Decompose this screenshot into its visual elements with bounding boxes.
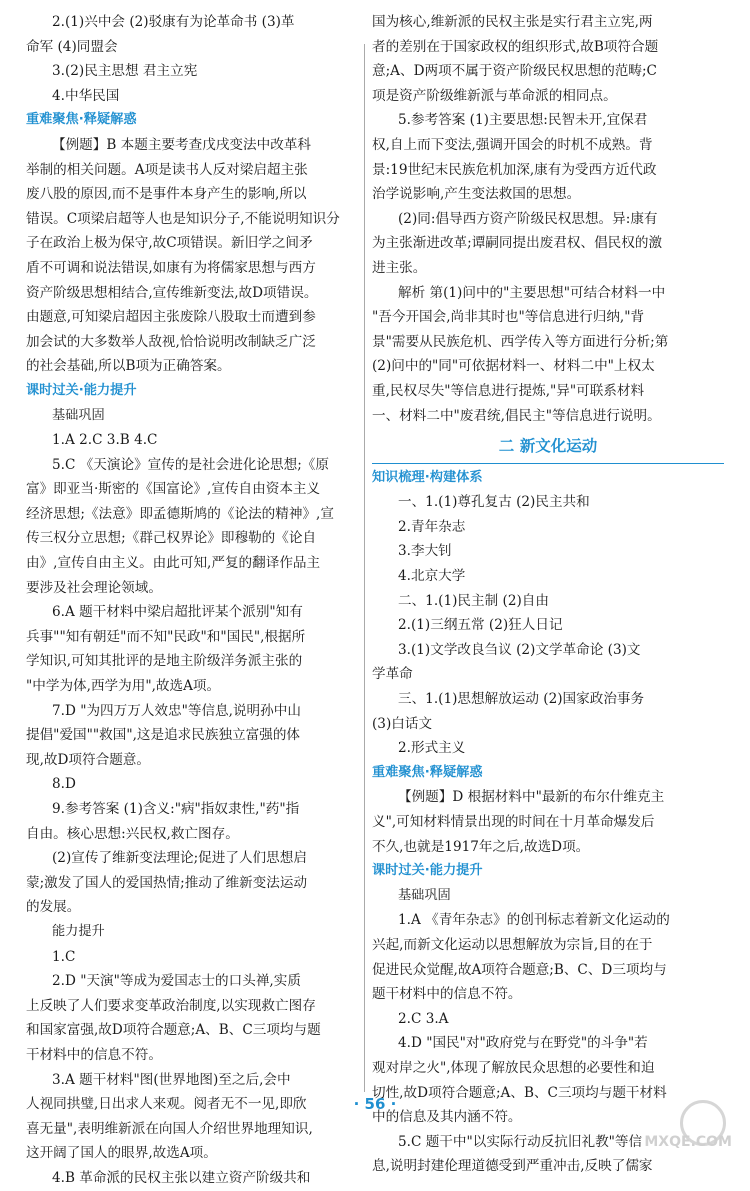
text-line: 二、1.(1)民主制 (2)自由: [398, 592, 549, 609]
text-line: (2)宣传了维新变法理论;促进了人们思想启: [52, 850, 307, 867]
text-line: (3)白话文: [372, 715, 433, 732]
text-line: 能力提升: [52, 923, 105, 939]
watermark: [592, 1100, 732, 1150]
text-line: 1.A 《青年杂志》的创刊标志着新文化运动的: [398, 912, 670, 929]
text-line: 资产阶级思想相结合,宣传维新变法,故D项错误。: [26, 284, 318, 301]
text-line: 项是资产阶级维新派与革命派的相同点。: [372, 87, 617, 104]
section-heading: 重难聚焦·释疑解惑: [26, 112, 137, 128]
text-line: 传三权分立思想;《群己权界论》即穆勒的《论自: [26, 530, 317, 547]
text-line: 观对岸之火",体现了解放民众思想的必要性和迫: [372, 1059, 655, 1076]
text-line: 8.D: [52, 776, 76, 793]
text-line: 一、材料二中"废君统,倡民主"等信息进行说明。: [372, 407, 661, 424]
text-line: (2)同:倡导西方资产阶级民权思想。异:康有: [398, 210, 658, 227]
text-line: 者的差别在于国家政权的组织形式,故B项符合题: [372, 38, 659, 55]
text-line: 由》,宣传自由主义。由此可知,严复的翻译作品主: [26, 555, 321, 572]
text-line: 景:19世纪末民族危机加深,康有为受西方近代政: [372, 161, 657, 178]
text-line: 1.C: [52, 948, 76, 965]
text-line: 权,自上而下变法,强调开国会的时机不成熟。背: [372, 136, 653, 153]
text-line: 5.C 《天演论》宣传的是社会进化论思想;《原: [52, 456, 329, 473]
text-line: 不久,也就是1917年之后,故选D项。: [372, 838, 590, 855]
text-line: 3.A 题干材料"图(世界地图)至之后,会中: [52, 1071, 291, 1088]
text-line: 废八股的原因,而不是事件本身产生的影响,所以: [26, 186, 307, 203]
text-line: 的社会基础,所以B项为正确答案。: [26, 358, 231, 375]
text-line: 重,民权尽失"等信息进行提炼,"异"可联系材料: [372, 382, 645, 399]
text-line: 干材料中的信息不符。: [26, 1046, 162, 1063]
text-line: 自由。核心思想:兴民权,救亡图存。: [26, 825, 239, 842]
text-line: 加会试的大多数举人敌视,恰恰说明改制缺乏广泛: [26, 333, 316, 350]
section-heading: 课时过关·能力提升: [372, 863, 483, 879]
text-line: 2.(1)兴中会 (2)驳康有为论革命书 (3)革: [52, 14, 295, 30]
text-line: 3.李大钊: [398, 543, 452, 560]
column-divider: [364, 44, 365, 1092]
right-column: [372, 10, 724, 1179]
text-line: 学知识,可知其批评的是地主阶级洋务派主张的: [26, 653, 303, 670]
text-line: 1.A 2.C 3.B 4.C: [52, 432, 158, 449]
text-line: 基础巩固: [398, 887, 451, 903]
text-line: 蒙;激发了国人的爱国热情;推动了维新变法运动: [26, 874, 308, 891]
text-line: 7.D "为四万万人效忠"等信息,说明孙中山: [52, 702, 301, 719]
text-line: 兴起,而新文化运动以思想解放为宗旨,目的在于: [372, 936, 653, 953]
text-line: 国为核心,维新派的民权主张是实行君主立宪,两: [372, 14, 653, 30]
text-line: 2.青年杂志: [398, 518, 466, 535]
text-line: 为主张渐进改革;谭嗣同提出废君权、倡民权的激: [372, 235, 663, 252]
text-line: 一、1.(1)尊孔复古 (2)民主共和: [398, 494, 590, 511]
text-line: 喜无量",表明维新派在向国人介绍世界地理知识,: [26, 1120, 313, 1137]
text-line: 4.中华民国: [52, 87, 120, 104]
section-heading: 知识梳理·构建体系: [372, 469, 483, 485]
text-line: 息,说明封建伦理道德受到严重冲击,反映了儒家: [372, 1158, 653, 1175]
chapter-title: 二 新文化运动: [372, 434, 724, 464]
text-line: 6.A 题干材料中梁启超批评某个派别"知有: [52, 604, 303, 621]
text-line: 学革命: [372, 666, 413, 683]
text-line: 现,故D项符合题意。: [26, 751, 150, 768]
text-line: 【例题】D 根据材料中"最新的布尔什维克主: [398, 789, 665, 806]
section-heading: 课时过关·能力提升: [26, 382, 137, 398]
text-line: 3.(1)文学改良刍议 (2)文学革命论 (3)文: [398, 641, 641, 658]
text-line: 上反映了人们要求变革政治制度,以实现救亡图存: [26, 997, 316, 1014]
text-line: 意;A、D两项不属于资产阶级民权思想的范畴;C: [372, 63, 657, 80]
text-line: 促进民众觉醒,故A项符合题意;B、C、D三项均与: [372, 961, 667, 978]
text-line: 经济思想;《法意》即孟德斯鸠的《论法的精神》,宣: [26, 505, 334, 522]
text-line: 的发展。: [26, 899, 81, 916]
text-line: "吾今开国会,尚非其时也"等信息进行归纳,"背: [372, 309, 645, 326]
text-line: 举制的相关问题。A项是读书人反对梁启超主张: [26, 161, 308, 178]
text-line: 要涉及社会理论领域。: [26, 579, 162, 596]
text-line: 基础巩固: [52, 407, 105, 423]
text-line: 题干材料中的信息不符。: [372, 986, 522, 1003]
text-line: 中的信息及其内涵不符。: [372, 1109, 522, 1126]
text-line: 切性,故D项符合题意;A、B、C三项均与题干材料: [372, 1084, 667, 1101]
text-line: "中学为体,西学为用",故选A项。: [26, 678, 221, 695]
watermark-text: MXQE.COM: [644, 1134, 732, 1150]
text-line: 2.形式主义: [398, 740, 466, 757]
text-line: 人视同拱璧,日出求人来观。阅者无不一见,即欣: [26, 1096, 307, 1113]
text-line: 义",可知材料情景出现的时间在十月革命爆发后: [372, 814, 655, 830]
text-line: 2.C 3.A: [398, 1010, 449, 1027]
text-line: 由题意,可知梁启超因主张废除八股取士而遭到参: [26, 309, 316, 326]
text-line: 这开阔了国人的眼界,故选A项。: [26, 1145, 217, 1162]
text-line: 和国家富强,故D项符合题意;A、B、C三项均与题: [26, 1022, 321, 1039]
text-line: 富》即亚当·斯密的《国富论》,宣传自由资本主义: [26, 481, 321, 498]
text-line: 命军 (4)同盟会: [26, 38, 118, 55]
text-line: (2)问中的"同"可依据材料一、材料二中"上权太: [372, 358, 655, 375]
text-line: 三、1.(1)思想解放运动 (2)国家政治事务: [398, 691, 645, 708]
text-line: 错误。C项梁启超等人也是知识分子,不能说明知识分: [26, 210, 340, 227]
text-line: 景"需要从民族危机、西学传入等方面进行分析;第: [372, 333, 669, 350]
text-line: 3.(2)民主思想 君主立宪: [52, 63, 198, 80]
text-line: 盾不可调和说法错误,如康有为将儒家思想与西方: [26, 259, 316, 276]
text-line: 兵事""知有朝廷"而不知"民政"和"国民",根据所: [26, 628, 306, 645]
text-line: 4.D "国民"对"政府党与在野党"的斗争"若: [398, 1035, 648, 1052]
text-line: 进主张。: [372, 259, 427, 276]
text-line: 5.C 题干中"以实际行动反抗旧礼教"等信: [398, 1133, 643, 1150]
text-line: 2.(1)三纲五常 (2)狂人日记: [398, 617, 563, 634]
left-column: [26, 10, 358, 1191]
text-line: 4.北京大学: [398, 568, 466, 585]
text-line: 9.参考答案 (1)含义:"病"指奴隶性,"药"指: [52, 801, 300, 817]
text-line: 【例题】B 本题主要考查戊戌变法中改革科: [52, 136, 311, 153]
section-heading: 重难聚焦·释疑解惑: [372, 764, 483, 780]
text-line: 子在政治上极为保守,故C项错误。新旧学之间矛: [26, 235, 313, 252]
text-line: 提倡"爱国""救国",这是追求民族独立富强的体: [26, 727, 301, 744]
text-line: 4.B 革命派的民权主张以建立资产阶级共和: [52, 1169, 311, 1186]
page-number: · 56 ·: [353, 1095, 397, 1113]
text-line: 解析 第(1)问中的"主要思想"可结合材料一中: [398, 284, 666, 301]
text-line: 治学说影响,产生变法救国的思想。: [372, 186, 581, 203]
text-line: 2.D "天演"等成为爱国志士的口头禅,实质: [52, 973, 301, 990]
text-line: 5.参考答案 (1)主要思想:民智未开,宜保君: [398, 112, 648, 129]
